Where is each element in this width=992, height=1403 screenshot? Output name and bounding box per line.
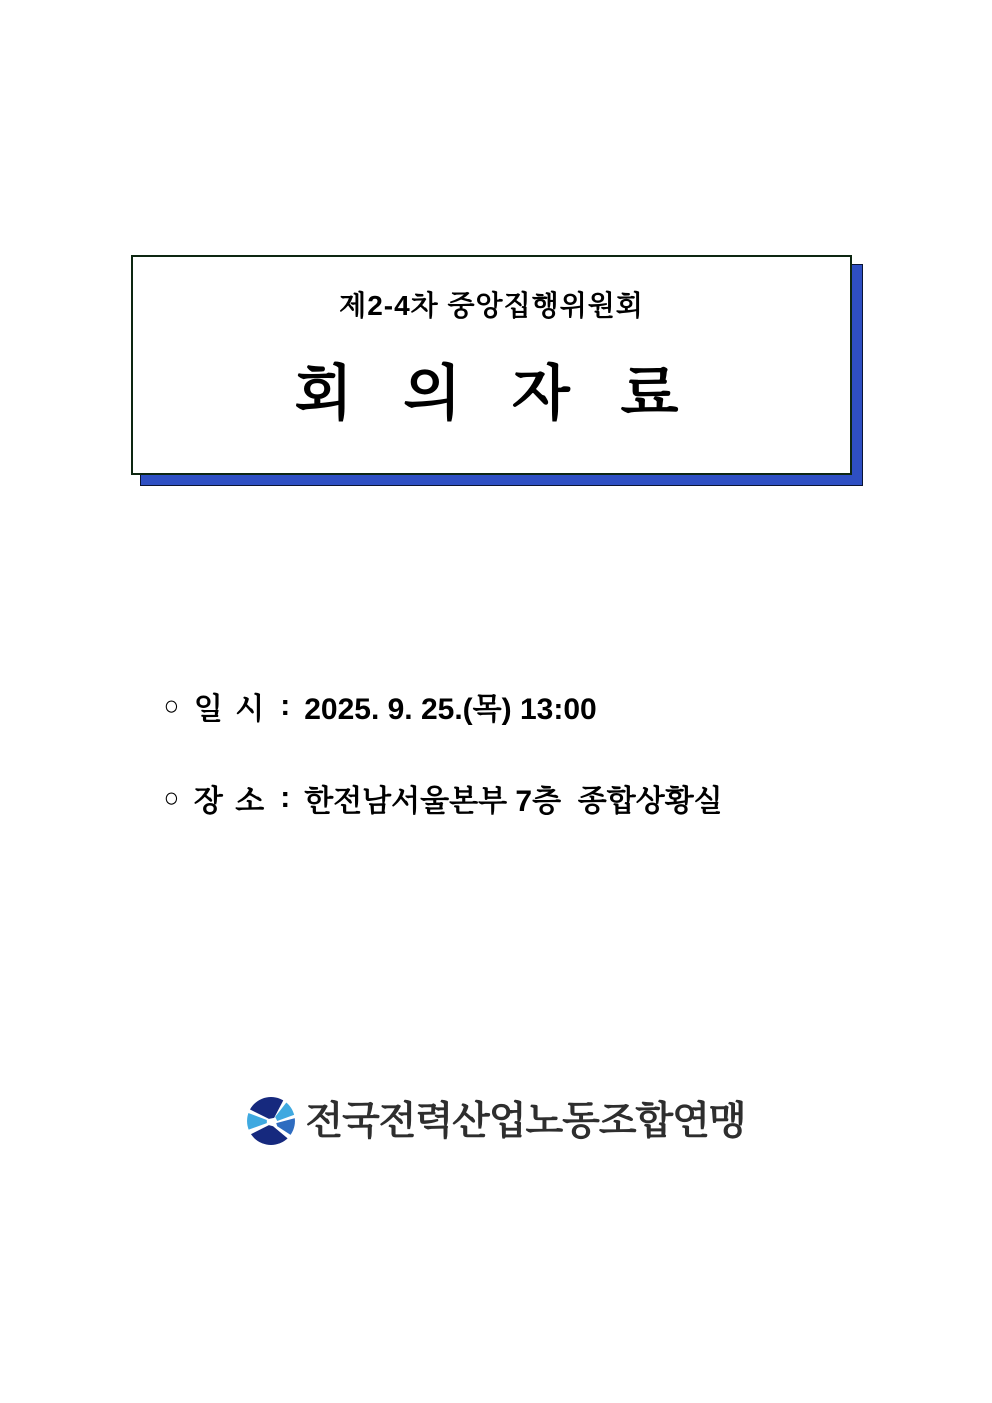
circle-bullet-icon: ○ (163, 782, 180, 813)
meeting-place-row (163, 776, 723, 820)
org-logo-icon (246, 1096, 296, 1146)
document-title: 회 의 자 료 (294, 359, 689, 427)
circle-bullet-icon: ○ (163, 690, 180, 721)
title-box-panel (131, 255, 852, 475)
datetime-label: 일 시 (193, 693, 267, 726)
organization-footer (0, 1096, 992, 1146)
colon-separator: : (280, 781, 291, 814)
meeting-session-subtitle: 제2-4차 중앙집행위원회 (339, 290, 644, 321)
datetime-value: 2025. 9. 25.(목) 13:00 (304, 693, 597, 726)
org-name: 전국전력산업노동조합연맹 (305, 1099, 746, 1143)
place-label: 장 소 (193, 785, 267, 818)
meeting-datetime-row (163, 684, 597, 728)
place-value: 한전남서울본부 7층 종합상황실 (304, 785, 723, 818)
colon-separator: : (280, 689, 291, 722)
title-box (131, 255, 852, 475)
